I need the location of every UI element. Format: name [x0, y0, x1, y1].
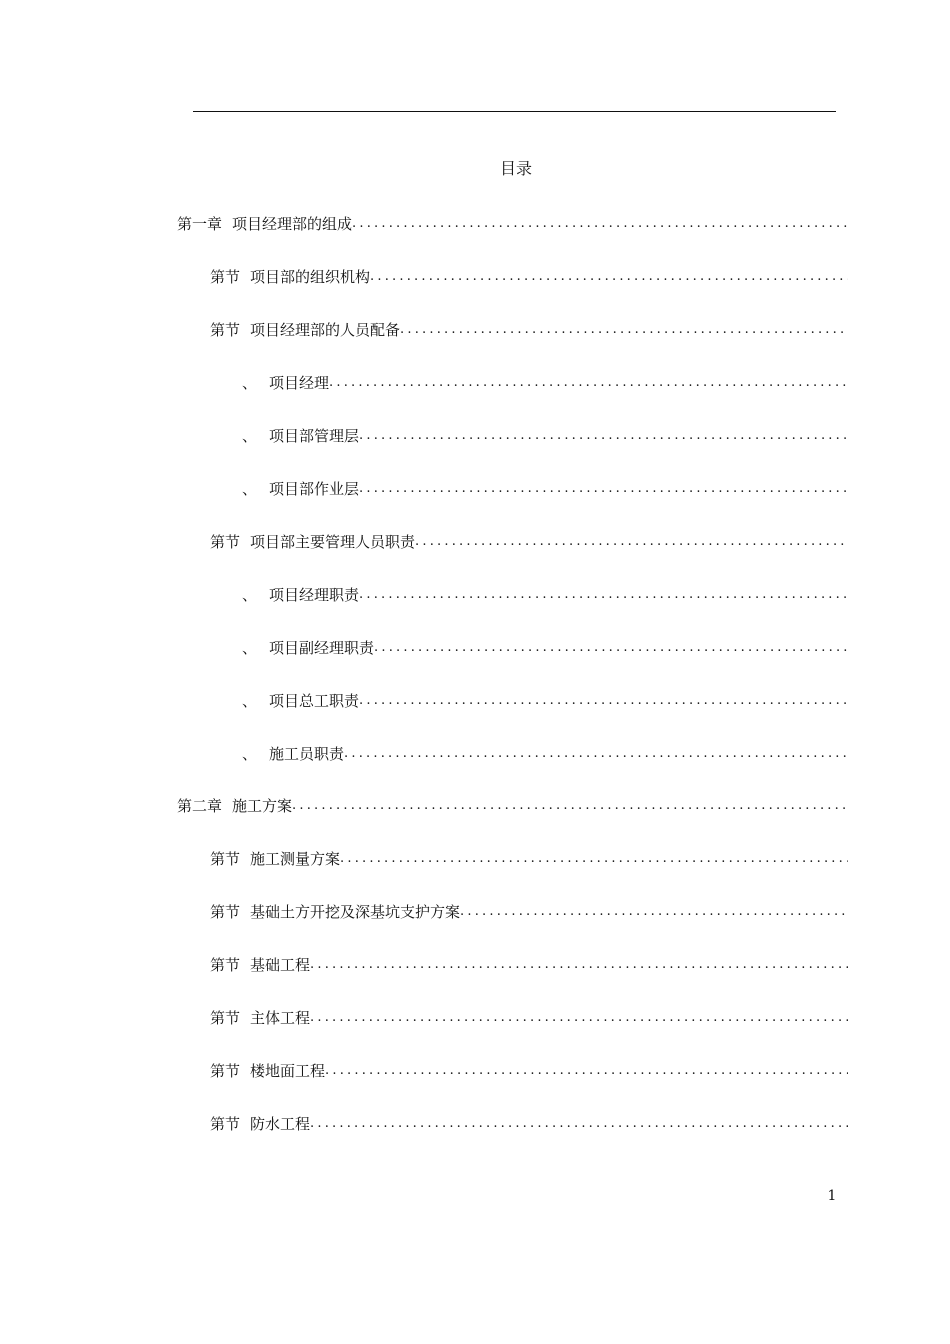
toc-entry-number: 、	[242, 427, 258, 445]
toc-entry-number: 、	[242, 692, 258, 710]
toc-dot-leader	[359, 478, 848, 500]
toc-dot-leader	[340, 848, 848, 870]
toc-entry-number: 、	[242, 374, 258, 392]
toc-entry[interactable]	[242, 584, 848, 606]
toc-entry[interactable]	[242, 425, 848, 447]
toc-entry-number: 第节	[210, 956, 241, 974]
toc-entry[interactable]	[210, 954, 848, 976]
toc-dot-leader	[310, 954, 848, 976]
toc-entry-number: 第节	[210, 903, 241, 921]
toc-entry-text: 项目部主要管理人员职责	[250, 533, 416, 551]
toc-entry-text: 项目副经理职责	[269, 639, 375, 657]
toc-entry[interactable]	[210, 848, 848, 870]
toc-entry-text: 项目部作业层	[269, 480, 360, 498]
toc-dot-leader	[329, 372, 848, 394]
toc-dot-leader	[374, 637, 848, 659]
toc-entry-number: 第节	[210, 1009, 241, 1027]
toc-entry-number: 、	[242, 639, 258, 657]
toc-dot-leader	[460, 901, 848, 923]
toc-entry[interactable]	[242, 372, 848, 394]
toc-entry[interactable]	[242, 690, 848, 712]
toc-dot-leader	[292, 795, 848, 817]
toc-entry[interactable]	[210, 1060, 848, 1082]
toc-dot-leader	[370, 266, 848, 288]
toc-entry-text: 项目总工职责	[269, 692, 360, 710]
toc-entry-number: 第二章	[177, 797, 223, 815]
toc-entry-text: 基础工程	[250, 956, 311, 974]
toc-dot-leader	[325, 1060, 848, 1082]
toc-entry-text: 项目经理部的组成	[232, 215, 353, 233]
toc-dot-leader	[415, 531, 848, 553]
toc-dot-leader	[400, 319, 848, 341]
toc-entry-text: 主体工程	[250, 1009, 311, 1027]
toc-entry-number: 第节	[210, 1115, 241, 1133]
page-number: 1	[827, 1188, 837, 1204]
toc-entry[interactable]	[210, 266, 848, 288]
toc-dot-leader	[310, 1007, 848, 1029]
toc-entry-text: 项目部的组织机构	[250, 268, 371, 286]
toc-entry-number: 第一章	[177, 215, 223, 233]
toc-entry-text: 项目部管理层	[269, 427, 360, 445]
toc-entry[interactable]	[177, 795, 848, 817]
toc-dot-leader	[310, 1113, 848, 1135]
toc-entry-number: 第节	[210, 321, 241, 339]
toc-entry-text: 项目经理	[269, 374, 330, 392]
toc-entry-text: 基础土方开挖及深基坑支护方案	[250, 903, 461, 921]
toc-dot-leader	[352, 213, 848, 235]
toc-dot-leader	[344, 743, 848, 765]
toc-entry[interactable]	[210, 1113, 848, 1135]
toc-entry-text: 防水工程	[250, 1115, 311, 1133]
toc-entry-text: 楼地面工程	[250, 1062, 326, 1080]
toc-entry-text: 施工员职责	[269, 745, 345, 763]
toc-entry-text: 项目经理职责	[269, 586, 360, 604]
toc-dot-leader	[359, 584, 848, 606]
toc-entry[interactable]	[242, 478, 848, 500]
toc-entry-number: 、	[242, 745, 258, 763]
toc-entry[interactable]	[210, 901, 848, 923]
toc-entry-number: 、	[242, 480, 258, 498]
toc-entry[interactable]	[210, 1007, 848, 1029]
toc-entry-number: 第节	[210, 533, 241, 551]
toc-entry-number: 第节	[210, 1062, 241, 1080]
toc-entry-text: 施工方案	[232, 797, 293, 815]
toc-entry-text: 项目经理部的人员配备	[250, 321, 401, 339]
toc-entry-text: 施工测量方案	[250, 850, 341, 868]
toc-dot-leader	[359, 425, 848, 447]
toc-title: 目录	[499, 159, 532, 178]
toc-entry-number: 第节	[210, 850, 241, 868]
toc-entry[interactable]	[242, 637, 848, 659]
toc-entry[interactable]	[210, 531, 848, 553]
toc-entry[interactable]	[210, 319, 848, 341]
toc-entry[interactable]	[177, 213, 848, 235]
toc-dot-leader	[359, 690, 848, 712]
toc-entry-number: 第节	[210, 268, 241, 286]
toc-entry[interactable]	[242, 743, 848, 765]
toc-entry-number: 、	[242, 586, 258, 604]
